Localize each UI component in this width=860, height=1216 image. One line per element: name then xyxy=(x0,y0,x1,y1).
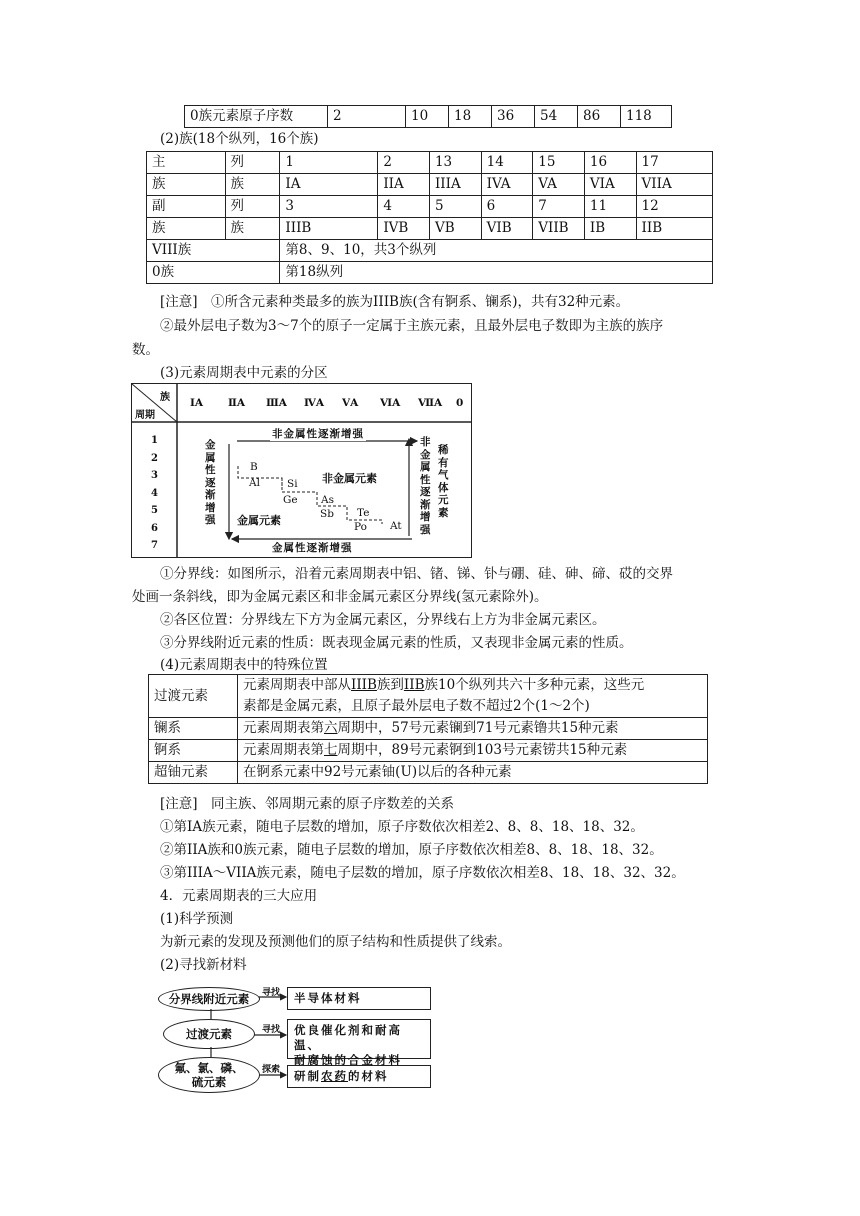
periodic-zone-diagram xyxy=(131,383,472,558)
atomic-number: 10 xyxy=(406,106,449,128)
flow-arrow-label: 寻找 xyxy=(262,988,281,998)
text-span: 周期中，57号元素镧到71号元素镥共15种元素 xyxy=(337,720,619,736)
table-row xyxy=(149,718,708,740)
table-cell: IIIB xyxy=(280,218,378,240)
flow-result-pesticides xyxy=(287,1065,431,1088)
atomic-number: 118 xyxy=(621,106,672,128)
table-cell: 0族 xyxy=(147,262,280,284)
group-label: ⅤA xyxy=(342,397,359,409)
group-table xyxy=(146,151,713,284)
period-label: 3 xyxy=(151,470,158,481)
element-symbol: Sb xyxy=(320,508,334,520)
group-label: ⅢA xyxy=(266,397,287,409)
note-paragraph: ③第IIIA～VIIA族元素，随电子层数的增加，原子序数依次相差8、18、18、32、32。 xyxy=(160,865,685,881)
table-cell: 副 xyxy=(147,196,226,218)
table-cell: 17 xyxy=(636,152,712,174)
atomic-number: 36 xyxy=(492,106,535,128)
table-cell: 族 xyxy=(147,174,226,196)
atomic-number: 54 xyxy=(535,106,578,128)
table-cell: 14 xyxy=(481,152,533,174)
flow-arrow-label: 探索 xyxy=(262,1065,281,1075)
text-span: 元素周期表中部从 xyxy=(243,677,351,693)
metal-zone-label: 金属元素 xyxy=(237,514,281,527)
table-row xyxy=(147,152,713,174)
table-cell: 1 xyxy=(280,152,378,174)
table-cell: IA xyxy=(280,174,378,196)
table-cell: VIIA xyxy=(636,174,712,196)
table-cell: IIA xyxy=(378,174,430,196)
corner-group-label: 族 xyxy=(160,392,170,403)
table-cell: 3 xyxy=(280,196,378,218)
flow-result-semiconductor: 半导体材料 xyxy=(287,987,431,1010)
table-cell: 15 xyxy=(533,152,585,174)
group-heading: (2)族(18个纵列，16个族) xyxy=(160,131,319,147)
underlined-answer: 七 xyxy=(324,742,338,758)
text-span: 周期中，89号元素锕到103号元素铹共15种元素 xyxy=(337,742,628,758)
period-column xyxy=(151,432,158,555)
subsection-heading: (1)科学预测 xyxy=(160,911,234,927)
table-cell: 6 xyxy=(481,196,533,218)
table-cell: 5 xyxy=(429,196,481,218)
underlined-answer: IIIB xyxy=(351,677,377,693)
table-row xyxy=(147,240,713,262)
table-cell: 超铀元素 xyxy=(149,762,238,784)
table-row xyxy=(149,675,708,718)
table-cell: IVA xyxy=(481,174,533,196)
table-cell: 镧系 xyxy=(149,718,238,740)
text-span: 族10个纵列共六十多种元素，这些元 xyxy=(424,677,645,693)
table-cell: VB xyxy=(429,218,481,240)
element-symbol: B xyxy=(250,461,258,473)
table-row xyxy=(147,196,713,218)
table-cell: 族 xyxy=(147,218,226,240)
flow-node-line: 硫元素 xyxy=(191,1075,227,1089)
element-symbol: As xyxy=(321,494,334,506)
bottom-arrow-label: 金属性逐渐增强 xyxy=(272,542,353,554)
group-label: ⅥA xyxy=(380,397,401,409)
table-cell: VIII族 xyxy=(147,240,280,262)
period-label: 4 xyxy=(151,487,158,499)
flow-result-line: 耐腐蚀的合金材料 xyxy=(294,1053,402,1067)
atomic-number: 86 xyxy=(578,106,621,128)
flow-result-line: 优良催化剂和耐高温、 xyxy=(294,1023,402,1052)
left-arrow-label: 金属性逐渐增强 xyxy=(205,439,216,526)
period-label: 1 xyxy=(151,435,158,446)
note-paragraph: ②第IIA族和0族元素，随电子层数的增加，原子序数依次相差8、8、18、18、32。 xyxy=(160,842,663,858)
table-cell: 7 xyxy=(533,196,585,218)
period-label: 7 xyxy=(151,540,158,551)
section-heading: 4．元素周期表的三大应用 xyxy=(160,888,318,904)
transition-line: 素都是金属元素，且原子最外层电子数不超过2个(1～2个) xyxy=(243,698,590,714)
zone-note: 处画一条斜线，即为金属元素区和非金属元素区分界线(氢元素除外)。 xyxy=(132,589,548,605)
table-cell: VIA xyxy=(584,174,636,196)
section-heading: (3)元素周期表中元素的分区 xyxy=(160,365,328,381)
flow-node-transition-elements: 过渡元素 xyxy=(163,1019,255,1049)
table-cell: 锕系 xyxy=(149,740,238,762)
flow-node-fclps xyxy=(158,1057,260,1093)
period-label: 6 xyxy=(151,522,158,534)
note-paragraph: ②最外层电子数为3～7个的原子一定属于主族元素，且最外层电子数即为主族的族序 xyxy=(160,318,664,334)
note-heading: [注意] 同主族、邻周期元素的原子序数差的关系 xyxy=(160,796,455,812)
period-label: 2 xyxy=(151,452,158,464)
top-arrow-label: 非金属性逐渐增强 xyxy=(272,428,364,440)
zero-group-label: 0族元素原子序数 xyxy=(185,106,328,128)
atomic-number: 18 xyxy=(449,106,492,128)
note-paragraph: 数。 xyxy=(132,342,159,358)
table-cell: IB xyxy=(584,218,636,240)
table-row xyxy=(147,262,713,284)
zone-note: ②各区位置：分界线左下方为金属元素区，分界线右上方为非金属元素区。 xyxy=(160,612,606,628)
table-cell: 族 xyxy=(225,218,280,240)
table-cell: 族 xyxy=(225,174,280,196)
table-cell: IIIA xyxy=(429,174,481,196)
element-symbol: Si xyxy=(287,478,298,490)
element-symbol: At xyxy=(390,520,402,532)
text-span: 研制 xyxy=(294,1069,321,1083)
element-symbol: Al xyxy=(249,477,260,489)
underlined-answer: 农药 xyxy=(321,1069,348,1083)
flow-node-boundary-elements: 分界线附近元素 xyxy=(158,987,260,1011)
table-cell xyxy=(238,740,708,762)
table-cell: 列 xyxy=(225,152,280,174)
zone-note: ①分界线：如图所示，沿着元素周期表中铝、锗、锑、钋与硼、硅、砷、碲、砹的交界 xyxy=(160,566,673,582)
table-cell: 13 xyxy=(429,152,481,174)
nonmetal-zone-label: 非金属元素 xyxy=(322,472,377,485)
flow-node-line: 氟、氯、磷、 xyxy=(174,1061,244,1075)
group-label: ⅠA xyxy=(190,397,204,409)
text-span: 的材料 xyxy=(348,1069,389,1083)
text-span: 元素周期表第 xyxy=(243,720,324,736)
table-cell: 在锕系元素中92号元素铀(U)以后的各种元素 xyxy=(238,762,708,784)
zero-group-number-table xyxy=(184,105,672,128)
table-row xyxy=(147,174,713,196)
table-cell: IVB xyxy=(378,218,430,240)
table-cell: VA xyxy=(533,174,585,196)
table-cell: 2 xyxy=(378,152,430,174)
atomic-number: 2 xyxy=(328,106,406,128)
flow-result-alloys xyxy=(287,1019,431,1067)
transition-line xyxy=(243,675,702,696)
section-heading: (4)元素周期表中的特殊位置 xyxy=(160,657,328,673)
table-cell: 过渡元素 xyxy=(149,675,238,718)
flow-arrow-label: 寻找 xyxy=(262,1025,281,1035)
subsection-heading: (2)寻找新材料 xyxy=(160,957,247,973)
table-row xyxy=(149,740,708,762)
period-label: 5 xyxy=(151,505,158,516)
table-cell: 11 xyxy=(584,196,636,218)
table-row xyxy=(147,218,713,240)
table-cell: VIB xyxy=(481,218,533,240)
table-row xyxy=(149,762,708,784)
group-label: ⅣA xyxy=(304,397,325,409)
group-label: ⅡA xyxy=(228,397,245,409)
element-symbol: Ge xyxy=(283,494,298,506)
table-cell: 16 xyxy=(584,152,636,174)
table-cell: 主 xyxy=(147,152,226,174)
table-cell: IIB xyxy=(636,218,712,240)
right-arrow-label: 非金属性逐渐增强 xyxy=(420,436,431,536)
group-label: ⅦA xyxy=(418,397,443,409)
table-cell xyxy=(238,718,708,740)
table-cell: 12 xyxy=(636,196,712,218)
table-cell: 列 xyxy=(225,196,280,218)
text-span: 元素周期表第 xyxy=(243,742,324,758)
noble-gas-label: 稀有气体元素 xyxy=(438,444,449,519)
table-cell: VIIB xyxy=(533,218,585,240)
text-span: 族到 xyxy=(376,677,404,693)
underlined-answer: IIB xyxy=(403,677,425,693)
corner-period-label: 周期 xyxy=(135,410,155,421)
group-label: 0 xyxy=(456,397,464,409)
element-symbol: Po xyxy=(354,521,367,533)
group-header-row xyxy=(190,397,476,409)
note-paragraph: ①第IA族元素，随电子层数的增加，原子序数依次相差2、8、8、18、18、32。 xyxy=(160,819,644,835)
zone-note: ③分界线附近元素的性质：既表现金属元素的性质，又表现非金属元素的性质。 xyxy=(160,635,633,651)
table-cell: 第18纵列 xyxy=(280,262,713,284)
paragraph: 为新元素的发现及预测他们的原子结构和性质提供了线索。 xyxy=(160,934,511,950)
table-cell: 第8、9、10，共3个纵列 xyxy=(280,240,713,262)
element-symbol: Te xyxy=(357,507,370,519)
note-paragraph: [注意] ①所含元素种类最多的族为IIIB族(含有锕系、镧系)，共有32种元素。 xyxy=(160,294,630,310)
table-cell: 4 xyxy=(378,196,430,218)
special-position-table xyxy=(148,674,708,784)
table-cell xyxy=(238,675,708,718)
underlined-answer: 六 xyxy=(324,720,338,736)
